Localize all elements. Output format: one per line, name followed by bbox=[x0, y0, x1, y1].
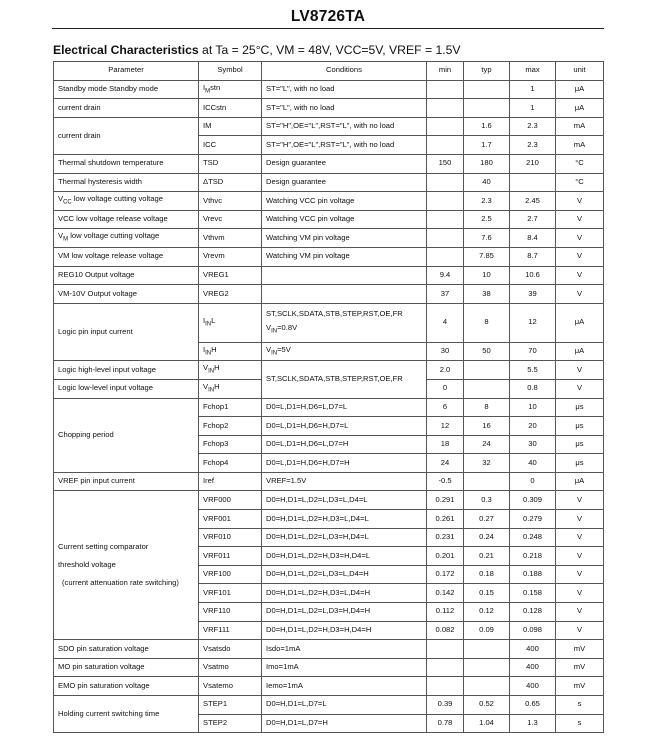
symbol-cell: ICC bbox=[199, 136, 262, 155]
unit-cell: mA bbox=[556, 117, 604, 136]
unit-cell: μs bbox=[556, 398, 604, 417]
conditions-cell: D0=H,D1=L,D2=H,D3=H,D4=L bbox=[262, 547, 427, 566]
conditions-cell: Design guarantee bbox=[262, 154, 427, 173]
max-cell bbox=[510, 173, 556, 192]
table-row bbox=[54, 361, 604, 380]
min-cell: 0.172 bbox=[427, 565, 464, 584]
symbol-cell: Fchop3 bbox=[199, 435, 262, 454]
typ-cell: 50 bbox=[464, 342, 510, 361]
param-cell: SDO pin saturation voltage bbox=[54, 640, 199, 659]
symbol-cell: Fchop4 bbox=[199, 454, 262, 473]
unit-cell: V bbox=[556, 192, 604, 211]
min-cell: 12 bbox=[427, 417, 464, 436]
table-row bbox=[54, 285, 604, 304]
typ-cell: 7.6 bbox=[464, 229, 510, 248]
conditions-cell: D0=H,D1=L,D2=L,D3=L,D4=L bbox=[262, 491, 427, 510]
col-header-max: max bbox=[510, 62, 556, 81]
typ-cell: 40 bbox=[464, 173, 510, 192]
table-row bbox=[54, 247, 604, 266]
max-cell: 0.309 bbox=[510, 491, 556, 510]
min-cell: 18 bbox=[427, 435, 464, 454]
min-cell bbox=[427, 80, 464, 99]
unit-cell: V bbox=[556, 565, 604, 584]
conditions-cell: Watching VM pin voltage bbox=[262, 229, 427, 248]
conditions-cell: D0=L,D1=H,D6=H,D7=H bbox=[262, 454, 427, 473]
max-cell: 0.158 bbox=[510, 584, 556, 603]
min-cell bbox=[427, 117, 464, 136]
table-row bbox=[54, 472, 604, 491]
conditions-cell: $V_{IN}=5V$ bbox=[262, 342, 427, 361]
table-row bbox=[54, 491, 604, 510]
unit-cell: mV bbox=[556, 640, 604, 659]
min-cell: -0.5 bbox=[427, 472, 464, 491]
typ-cell bbox=[464, 658, 510, 677]
typ-cell bbox=[464, 677, 510, 696]
conditions-cell: D0=H,D1=L,D7=H bbox=[262, 714, 427, 733]
conditions-cell: D0=L,D1=H,D6=H,D7=L bbox=[262, 417, 427, 436]
typ-cell bbox=[464, 379, 510, 398]
unit-cell: V bbox=[556, 285, 604, 304]
unit-cell: V bbox=[556, 621, 604, 640]
max-cell: 0.248 bbox=[510, 528, 556, 547]
table-row bbox=[54, 303, 604, 342]
typ-cell: 0.24 bbox=[464, 528, 510, 547]
unit-cell: V bbox=[556, 379, 604, 398]
min-cell: 9.4 bbox=[427, 266, 464, 285]
conditions-cell: D0=L,D1=H,D6=L,D7=L bbox=[262, 398, 427, 417]
min-cell: 0.261 bbox=[427, 510, 464, 529]
unit-cell: s bbox=[556, 696, 604, 715]
typ-cell: 24 bbox=[464, 435, 510, 454]
min-cell bbox=[427, 658, 464, 677]
min-cell: 2.0 bbox=[427, 361, 464, 380]
typ-cell: 32 bbox=[464, 454, 510, 473]
col-header-parameter: Parameter bbox=[54, 62, 199, 81]
table-row bbox=[54, 117, 604, 136]
table-row bbox=[54, 210, 604, 229]
conditions-cell: ST="H",OE="L",RST="L", with no load bbox=[262, 136, 427, 155]
table-row bbox=[54, 80, 604, 99]
typ-cell bbox=[464, 640, 510, 659]
conditions-cell: ST="L", with no load bbox=[262, 99, 427, 118]
conditions-cell: Iemo=1mA bbox=[262, 677, 427, 696]
param-cell: VREF pin input current bbox=[54, 472, 199, 491]
conditions-cell bbox=[262, 266, 427, 285]
typ-cell bbox=[464, 80, 510, 99]
symbol-cell: Vthvc bbox=[199, 192, 262, 211]
min-cell: 0.39 bbox=[427, 696, 464, 715]
param-cell: Thermal hysteresis width bbox=[54, 173, 199, 192]
table-row bbox=[54, 658, 604, 677]
max-cell: 5.5 bbox=[510, 361, 556, 380]
max-cell: 0.188 bbox=[510, 565, 556, 584]
typ-cell: 7.85 bbox=[464, 247, 510, 266]
max-cell: 400 bbox=[510, 658, 556, 677]
min-cell: 24 bbox=[427, 454, 464, 473]
unit-cell: V bbox=[556, 361, 604, 380]
typ-cell: 0.15 bbox=[464, 584, 510, 603]
col-header-min: min bbox=[427, 62, 464, 81]
conditions-cell: D0=H,D1=L,D2=H,D3=H,D4=H bbox=[262, 621, 427, 640]
unit-cell: °C bbox=[556, 154, 604, 173]
unit-cell: mV bbox=[556, 677, 604, 696]
unit-cell: μA bbox=[556, 303, 604, 342]
typ-cell bbox=[464, 99, 510, 118]
param-cell: VM low voltage release voltage bbox=[54, 247, 199, 266]
min-cell: 0.142 bbox=[427, 584, 464, 603]
unit-cell: V bbox=[556, 247, 604, 266]
conditions-cell: D0=H,D1=L,D2=L,D3=H,D4=L bbox=[262, 528, 427, 547]
typ-cell: 38 bbox=[464, 285, 510, 304]
symbol-cell: VRF001 bbox=[199, 510, 262, 529]
conditions-cell: ST="H",OE="L",RST="L", with no load bbox=[262, 117, 427, 136]
table-row bbox=[54, 192, 604, 211]
min-cell: 0.082 bbox=[427, 621, 464, 640]
min-cell: 4 bbox=[427, 303, 464, 342]
table-row bbox=[54, 229, 604, 248]
min-cell: 6 bbox=[427, 398, 464, 417]
symbol-cell: VRF101 bbox=[199, 584, 262, 603]
unit-cell: V bbox=[556, 491, 604, 510]
param-cell: Logic low-level input voltage bbox=[54, 379, 199, 398]
param-cell: EMO pin saturation voltage bbox=[54, 677, 199, 696]
symbol-cell: $I_{IN}H$ bbox=[199, 342, 262, 361]
min-cell bbox=[427, 677, 464, 696]
max-cell: 30 bbox=[510, 435, 556, 454]
symbol-cell: VRF100 bbox=[199, 565, 262, 584]
symbol-cell: IM bbox=[199, 117, 262, 136]
param-cell: $V_M$ low voltage cutting voltage bbox=[54, 229, 199, 248]
symbol-cell: Vsatmo bbox=[199, 658, 262, 677]
typ-cell: 0.21 bbox=[464, 547, 510, 566]
conditions-cell: Watching VCC pin voltage bbox=[262, 210, 427, 229]
symbol-cell: Vsatsdo bbox=[199, 640, 262, 659]
max-cell: 0.65 bbox=[510, 696, 556, 715]
min-cell: 0.78 bbox=[427, 714, 464, 733]
max-cell: 1 bbox=[510, 80, 556, 99]
param-cell: Chopping period bbox=[54, 398, 199, 472]
unit-cell: V bbox=[556, 547, 604, 566]
min-cell bbox=[427, 247, 464, 266]
typ-cell: 0.09 bbox=[464, 621, 510, 640]
typ-cell: 0.18 bbox=[464, 565, 510, 584]
typ-cell: 0.52 bbox=[464, 696, 510, 715]
max-cell: 39 bbox=[510, 285, 556, 304]
typ-cell: 0.27 bbox=[464, 510, 510, 529]
min-cell bbox=[427, 136, 464, 155]
min-cell: 30 bbox=[427, 342, 464, 361]
table-row bbox=[54, 398, 604, 417]
table-row bbox=[54, 696, 604, 715]
min-cell: 0 bbox=[427, 379, 464, 398]
conditions-cell: D0=H,D1=L,D2=H,D3=L,D4=H bbox=[262, 584, 427, 603]
symbol-cell: STEP1 bbox=[199, 696, 262, 715]
max-cell: 1.3 bbox=[510, 714, 556, 733]
symbol-cell: ICCstn bbox=[199, 99, 262, 118]
max-cell: 2.3 bbox=[510, 136, 556, 155]
symbol-cell: $V_{IN}H$ bbox=[199, 379, 262, 398]
typ-cell: 8 bbox=[464, 303, 510, 342]
unit-cell: μA bbox=[556, 80, 604, 99]
symbol-cell: $I_Mstn$ bbox=[199, 80, 262, 99]
param-cell: current drain bbox=[54, 99, 199, 118]
conditions-cell: Watching VM pin voltage bbox=[262, 247, 427, 266]
min-cell: 0.231 bbox=[427, 528, 464, 547]
unit-cell: V bbox=[556, 510, 604, 529]
col-header-symbol: Symbol bbox=[199, 62, 262, 81]
min-cell: 0.291 bbox=[427, 491, 464, 510]
param-cell: current drain bbox=[54, 117, 199, 154]
max-cell: 400 bbox=[510, 640, 556, 659]
col-header-conditions: Conditions bbox=[262, 62, 427, 81]
param-cell: MO pin saturation voltage bbox=[54, 658, 199, 677]
param-cell: VCC low voltage release voltage bbox=[54, 210, 199, 229]
conditions-cell: Design guarantee bbox=[262, 173, 427, 192]
document-title: LV8726TA bbox=[290, 8, 366, 25]
typ-cell: 0.3 bbox=[464, 491, 510, 510]
min-cell bbox=[427, 210, 464, 229]
conditions-cell: Watching VCC pin voltage bbox=[262, 192, 427, 211]
unit-cell: μs bbox=[556, 454, 604, 473]
section-heading bbox=[53, 43, 461, 57]
typ-cell: 16 bbox=[464, 417, 510, 436]
symbol-cell: VRF000 bbox=[199, 491, 262, 510]
conditions-cell: D0=H,D1=L,D2=L,D3=L,D4=H bbox=[262, 565, 427, 584]
max-cell: 10.6 bbox=[510, 266, 556, 285]
symbol-cell: VRF110 bbox=[199, 603, 262, 622]
symbol-cell: Vsatemo bbox=[199, 677, 262, 696]
min-cell: 0.201 bbox=[427, 547, 464, 566]
unit-cell: V bbox=[556, 528, 604, 547]
table-header-row bbox=[54, 62, 604, 81]
param-cell: Current setting comparator threshold voltage (current attenuation rate switching) bbox=[54, 491, 199, 640]
typ-cell: 180 bbox=[464, 154, 510, 173]
max-cell: 0.279 bbox=[510, 510, 556, 529]
symbol-cell: VRF010 bbox=[199, 528, 262, 547]
col-header-typ: typ bbox=[464, 62, 510, 81]
symbol-cell: Iref bbox=[199, 472, 262, 491]
typ-cell: 8 bbox=[464, 398, 510, 417]
min-cell bbox=[427, 192, 464, 211]
max-cell: 40 bbox=[510, 454, 556, 473]
unit-cell: V bbox=[556, 210, 604, 229]
param-cell: Holding current switching time bbox=[54, 696, 199, 733]
table-row bbox=[54, 99, 604, 118]
table-row bbox=[54, 266, 604, 285]
typ-cell bbox=[464, 472, 510, 491]
symbol-cell: VREG2 bbox=[199, 285, 262, 304]
conditions-cell: Isdo=1mA bbox=[262, 640, 427, 659]
section-heading-bold: Electrical Characteristics bbox=[53, 43, 199, 57]
conditions-cell: D0=H,D1=L,D2=L,D3=H,D4=H bbox=[262, 603, 427, 622]
typ-cell: 0.12 bbox=[464, 603, 510, 622]
param-cell: Logic pin input current bbox=[54, 303, 199, 361]
max-cell: 1 bbox=[510, 99, 556, 118]
max-cell: 8.7 bbox=[510, 247, 556, 266]
col-header-unit: unit bbox=[556, 62, 604, 81]
symbol-cell: STEP2 bbox=[199, 714, 262, 733]
unit-cell: mA bbox=[556, 136, 604, 155]
max-cell: 210 bbox=[510, 154, 556, 173]
param-cell: REG10 Output voltage bbox=[54, 266, 199, 285]
table-row bbox=[54, 640, 604, 659]
unit-cell: V bbox=[556, 584, 604, 603]
max-cell: 0.8 bbox=[510, 379, 556, 398]
min-cell bbox=[427, 640, 464, 659]
max-cell: 0.098 bbox=[510, 621, 556, 640]
param-cell: Logic high-level input voltage bbox=[54, 361, 199, 380]
table-row bbox=[54, 154, 604, 173]
unit-cell: °C bbox=[556, 173, 604, 192]
min-cell bbox=[427, 229, 464, 248]
min-cell bbox=[427, 99, 464, 118]
symbol-cell: VREG1 bbox=[199, 266, 262, 285]
conditions-cell: Imo=1mA bbox=[262, 658, 427, 677]
unit-cell: μA bbox=[556, 342, 604, 361]
unit-cell: V bbox=[556, 229, 604, 248]
symbol-cell: Vrevc bbox=[199, 210, 262, 229]
max-cell: 20 bbox=[510, 417, 556, 436]
unit-cell: μs bbox=[556, 435, 604, 454]
section-heading-conditions: at Ta = 25°C, VM = 48V, VCC=5V, VREF = 1.5V bbox=[198, 43, 461, 57]
symbol-cell: $I_{IN}L$ bbox=[199, 303, 262, 342]
table-row bbox=[54, 173, 604, 192]
symbol-cell: Fchop1 bbox=[199, 398, 262, 417]
typ-cell bbox=[464, 361, 510, 380]
typ-cell: 1.6 bbox=[464, 117, 510, 136]
max-cell: 400 bbox=[510, 677, 556, 696]
param-cell: Thermal shutdown temperature bbox=[54, 154, 199, 173]
typ-cell: 10 bbox=[464, 266, 510, 285]
unit-cell: μA bbox=[556, 472, 604, 491]
max-cell: 10 bbox=[510, 398, 556, 417]
conditions-cell bbox=[262, 285, 427, 304]
unit-cell: V bbox=[556, 603, 604, 622]
symbol-cell: ΔTSD bbox=[199, 173, 262, 192]
symbol-cell: $V_{IN}H$ bbox=[199, 361, 262, 380]
max-cell: 2.7 bbox=[510, 210, 556, 229]
max-cell: 8.4 bbox=[510, 229, 556, 248]
typ-cell: 1.7 bbox=[464, 136, 510, 155]
conditions-cell: ST="L", with no load bbox=[262, 80, 427, 99]
max-cell: 0.128 bbox=[510, 603, 556, 622]
table-row bbox=[54, 677, 604, 696]
unit-cell: s bbox=[556, 714, 604, 733]
conditions-cell: D0=H,D1=L,D7=L bbox=[262, 696, 427, 715]
conditions-cell: VREF=1.5V bbox=[262, 472, 427, 491]
conditions-cell: D0=L,D1=H,D6=L,D7=H bbox=[262, 435, 427, 454]
max-cell: 12 bbox=[510, 303, 556, 342]
symbol-cell: TSD bbox=[199, 154, 262, 173]
electrical-characteristics-table bbox=[53, 61, 604, 733]
typ-cell: 2.5 bbox=[464, 210, 510, 229]
unit-cell: μA bbox=[556, 99, 604, 118]
min-cell: 0.112 bbox=[427, 603, 464, 622]
unit-cell: mV bbox=[556, 658, 604, 677]
min-cell: 150 bbox=[427, 154, 464, 173]
param-cell: $V_{CC}$ low voltage cutting voltage bbox=[54, 192, 199, 211]
min-cell bbox=[427, 173, 464, 192]
typ-cell: 1.04 bbox=[464, 714, 510, 733]
typ-cell: 2.3 bbox=[464, 192, 510, 211]
max-cell: 0 bbox=[510, 472, 556, 491]
max-cell: 2.3 bbox=[510, 117, 556, 136]
symbol-cell: Vthvm bbox=[199, 229, 262, 248]
conditions-cell: ST,SCLK,SDATA,STB,STEP,RST,OE,FR $V_{IN}=0.8V$ bbox=[262, 303, 427, 342]
max-cell: 2.45 bbox=[510, 192, 556, 211]
max-cell: 70 bbox=[510, 342, 556, 361]
param-cell: Standby mode Standby mode bbox=[54, 80, 199, 99]
max-cell: 0.218 bbox=[510, 547, 556, 566]
conditions-cell: D0=H,D1=L,D2=H,D3=L,D4=L bbox=[262, 510, 427, 529]
unit-cell: μs bbox=[556, 417, 604, 436]
param-cell: VM-10V Output voltage bbox=[54, 285, 199, 304]
symbol-cell: Vrevm bbox=[199, 247, 262, 266]
unit-cell: V bbox=[556, 266, 604, 285]
min-cell: 37 bbox=[427, 285, 464, 304]
conditions-cell: ST,SCLK,SDATA,STB,STEP,RST,OE,FR bbox=[262, 361, 427, 398]
symbol-cell: VRF111 bbox=[199, 621, 262, 640]
title-divider bbox=[52, 28, 604, 29]
symbol-cell: Fchop2 bbox=[199, 417, 262, 436]
symbol-cell: VRF011 bbox=[199, 547, 262, 566]
